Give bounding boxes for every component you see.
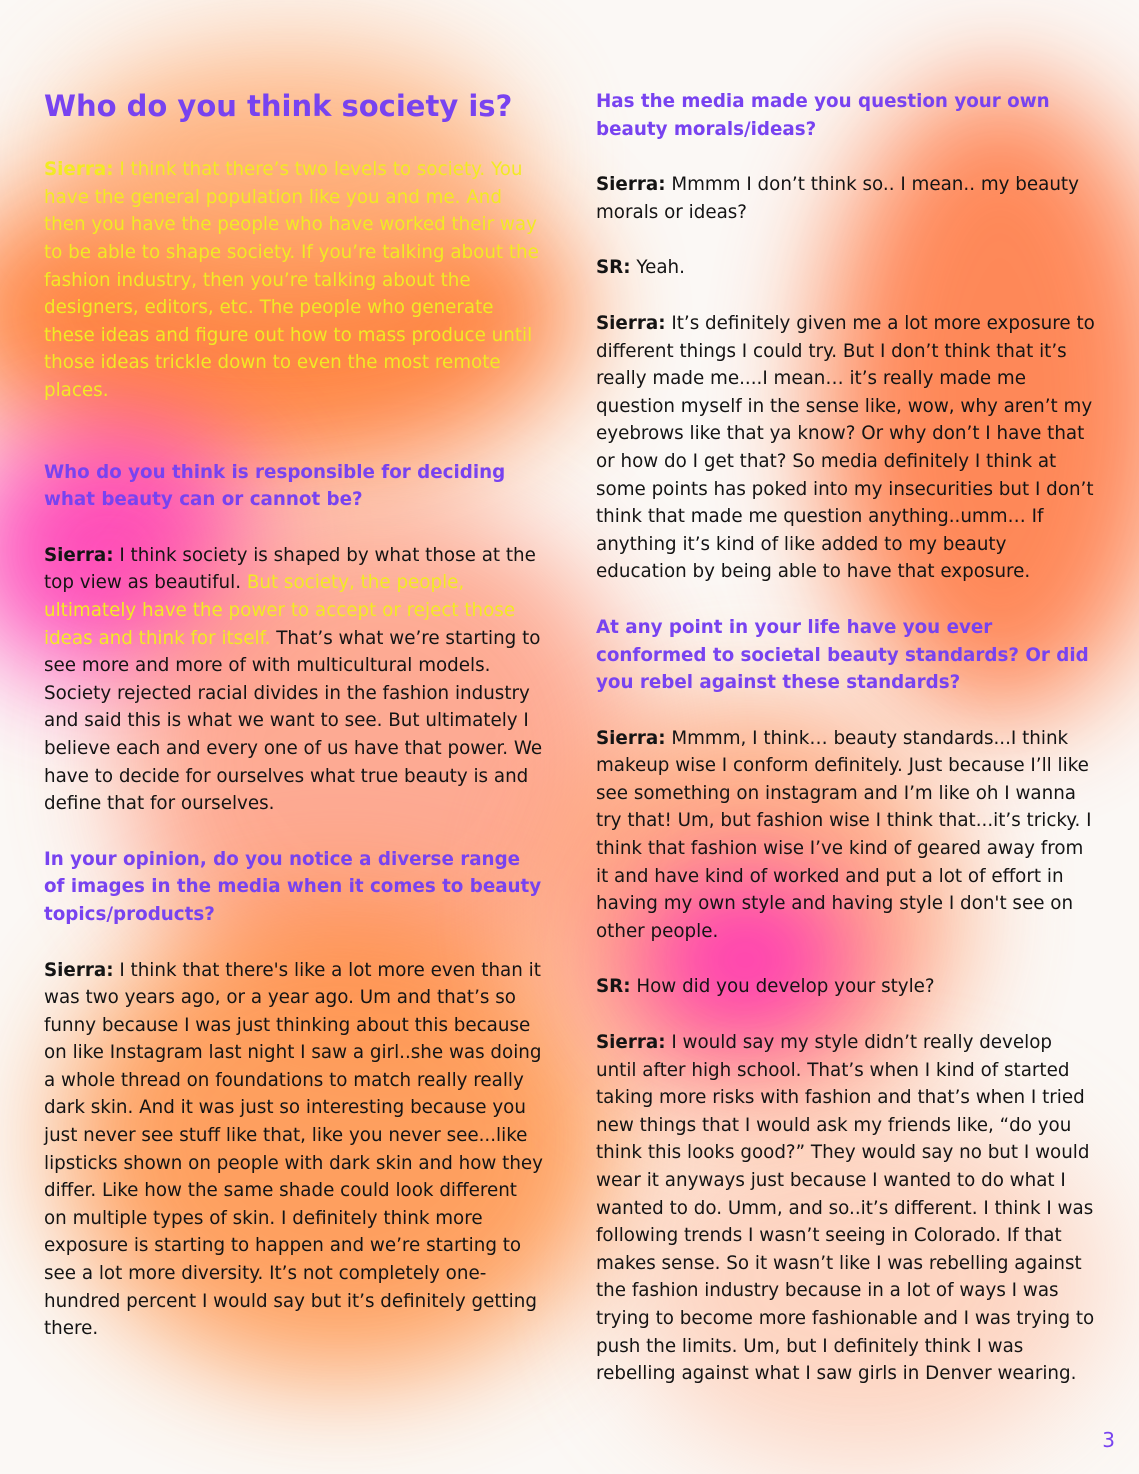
speaker-label: Sierra: [596,174,666,196]
page-number: 3 [1102,1428,1115,1452]
question-heading: At any point in your life have you ever conformed to societal beauty standards? Or did you rebel against these standards? [596,616,1089,694]
highlighted-text: But society, the people, ultimately have the power to accept or reject those ideas and think for itself. [44,572,516,649]
speaker-label: Sierra: [596,312,666,334]
speaker-label: SR: [596,976,631,998]
speaker-label: Sierra: [44,544,114,566]
answer-paragraph [596,310,1096,586]
answer-text: How did you develop your style? [630,976,935,998]
question-heading: Who do you think is responsible for deciding what beauty can or cannot be? [44,461,506,511]
answer-text: I think that there’s two levels to society. You have the general population like you and me. And then you have the people who have worked their way to be able to shape society. If you’re talking about the fashion industry, then you’re talking about the designers, editors, etc. The people who generate these ideas and figure out how to mass produce until those ideas trickle down to even the most remote places. [44,159,539,401]
speaker-label: Sierra: [44,159,114,181]
answer-paragraph [44,156,544,404]
answer-text: I think that there's like a lot more even than it was two years ago, or a year ago. Um and that’s so funny because I was just thinking about this because on like Instagram last night I saw a girl..she was doing a whole thread on foundations to match really really dark skin. And it was just so interesting because you just never see stuff like that, like you never see...like lipsticks shown on people with dark skin and how they differ. Like how the same shade could look different on multiple types of skin. I definitely think more exposure is starting to happen and we’re starting to see a lot more diversity. It’s not completely one-hundred percent I would say but it’s definitely getting there. [44,959,543,1340]
answer-paragraph [44,957,544,1343]
answer-text: I would say my style didn’t really develop until after high school. That’s when I kind of started taking more risks with fashion and that’s when I tried new things that I would ask my friends like, “do you think this looks good?” They would say no but I would wear it anyways just because I wanted to do what I wanted to do. Umm, and so..it’s different. I think I was following trends I wasn’t seeing in Colorado. If that makes sense. So it wasn’t like I was rebelling against the fashion industry because in a lot of ways I was trying to become more fashionable and I was trying to push the limits. Um, but I definitely think I was rebelling against what I saw girls in Denver wearing. [596,1032,1095,1385]
answer-text: It’s definitely given me a lot more exposure to different things I could try. But I don’t think that it’s really made me....I mean… it’s really made me question myself in the sense like, wow, why aren’t my eyebrows like that ya know? Or why don’t I have that or how do I get that? So media definitely I think at some points has poked into my insecurities but I don’t think that made me question anything..umm… If anything it’s kind of like added to my beauty education by being able to have that exposure. [596,312,1095,583]
right-column [596,88,1096,1416]
left-column [44,88,544,1371]
answer-text: That’s what we’re starting to see more and more of with multicultural models. Society rejected racial divides in the fashion industry and said this is what we want to see. But ultimately I believe each and every one of us have that power. We have to decide for ourselves what true beauty is and define that for ourselves. [44,627,543,815]
speaker-label: Sierra: [596,727,666,749]
answer-paragraph [596,254,1096,282]
answer-paragraph [596,973,1096,1001]
answer-text: Yeah. [630,257,685,279]
answer-text: I think society is shaped by what those at the top view as beautiful. [44,544,536,594]
answer-text: Mmmm, I think… beauty standards...I think makeup wise I conform definitely. Just because I’ll like see something on instagram and I’m like oh I wanna try that! Um, but fashion wise I think that...it’s tricky. I think that fashion wise I’ve kind of geared away from it and have kind of worked and put a lot of effort in having my own style and having style I don't see on other people. [596,727,1092,942]
answer-paragraph [596,171,1096,226]
answer-text: Mmmm I don’t think so.. I mean.. my beauty morals or ideas? [596,174,1079,223]
speaker-label: Sierra: [44,959,114,981]
speaker-label: Sierra: [596,1032,666,1054]
speaker-label: SR: [596,257,631,279]
question-heading: In your opinion, do you notice a diverse range of images in the media when it comes to beauty topics/products? [44,848,542,925]
answer-paragraph [44,542,544,818]
question-heading: Has the media made you question your own beauty morals/ideas? [596,91,1050,140]
answer-paragraph [596,1029,1096,1388]
page-title: Who do you think society is? [44,89,513,123]
answer-paragraph [596,725,1096,946]
